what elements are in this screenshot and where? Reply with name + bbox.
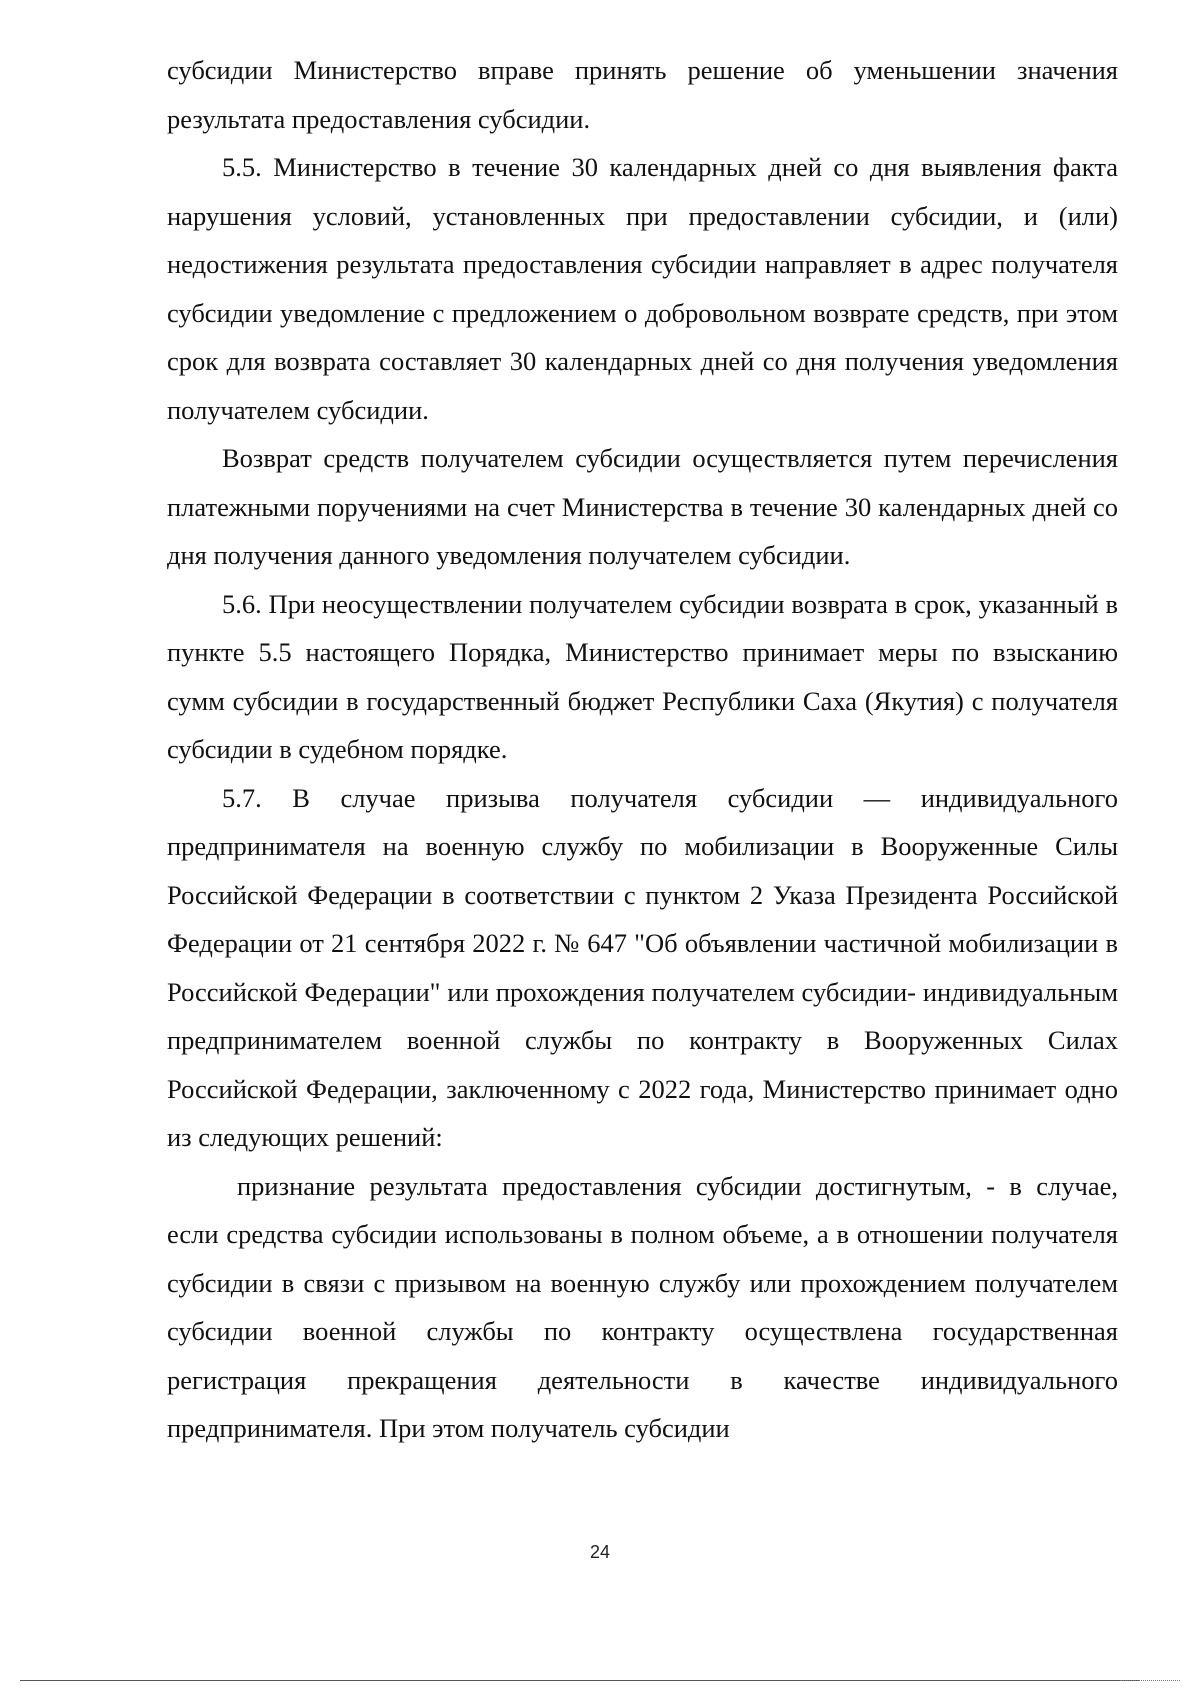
paragraph-decision-1: признание результата предоставления субсидии достигнутым, - в случае, если средства субсидии использованы в полном объеме, а в отношении получателя субсидии в связи с призывом на военную службу или прохождением получателем субсидии военной службы по контракту осуществлена государственная регистрация прекращения деятельности в качестве индивидуального предпринимателя. При этом получатель субсидии	[167, 1170, 1118, 1443]
paragraph-5-6: 5.6. При неосуществлении получателем субсидии возврата в срок, указанный в пункте 5.5 настоящего Порядка, Министерство принимает меры по взысканию сумм субсидии в государственный бюджет Республики Саха (Якутия) с получателя субсидии в судебном порядке.	[167, 588, 1118, 764]
paragraph-refund: Возврат средств получателем субсидии осуществляется путем перечисления платежными поручениями на счет Министерства в течение 30 календарных дней со дня получения данного уведомления получателем субсидии.	[167, 443, 1118, 570]
page-number: 24	[589, 1542, 611, 1562]
paragraph-5-5: 5.5. Министерство в течение 30 календарных дней со дня выявления факта нарушения условий, установленных при предоставлении субсидии, и (или) недостижения результата предоставления субсидии направляет в адрес получателя субсидии уведомление с предложением о добровольном возврате средств, при этом срок для возврата составляет 30 календарных дней со дня получения уведомления получателем субсидии.	[167, 152, 1118, 425]
footer-divider	[20, 1680, 1140, 1681]
document-body	[167, 46, 1118, 1453]
paragraph-5-7: 5.7. В случае призыва получателя субсидии — индивидуального предпринимателя на военную службу по мобилизации в Вооруженные Силы Российской Федерации в соответствии с пунктом 2 Указа Президента Российской Федерации от 21 сентября 2022 г. № 647 "Об объявлении частичной мобилизации в Российской Федерации" или прохождения получателем субсидии- индивидуальным предпринимателем военной службы по контракту в Вооруженных Силах Российской Федерации, заключенному с 2022 года, Министерство принимает одно из следующих решений:	[167, 782, 1118, 1152]
footer-divider-dotted	[1120, 1680, 1180, 1682]
paragraph-continuation: субсидии Министерство вправе принять решение об уменьшении значения результата предоставления субсидии.	[167, 55, 1118, 134]
